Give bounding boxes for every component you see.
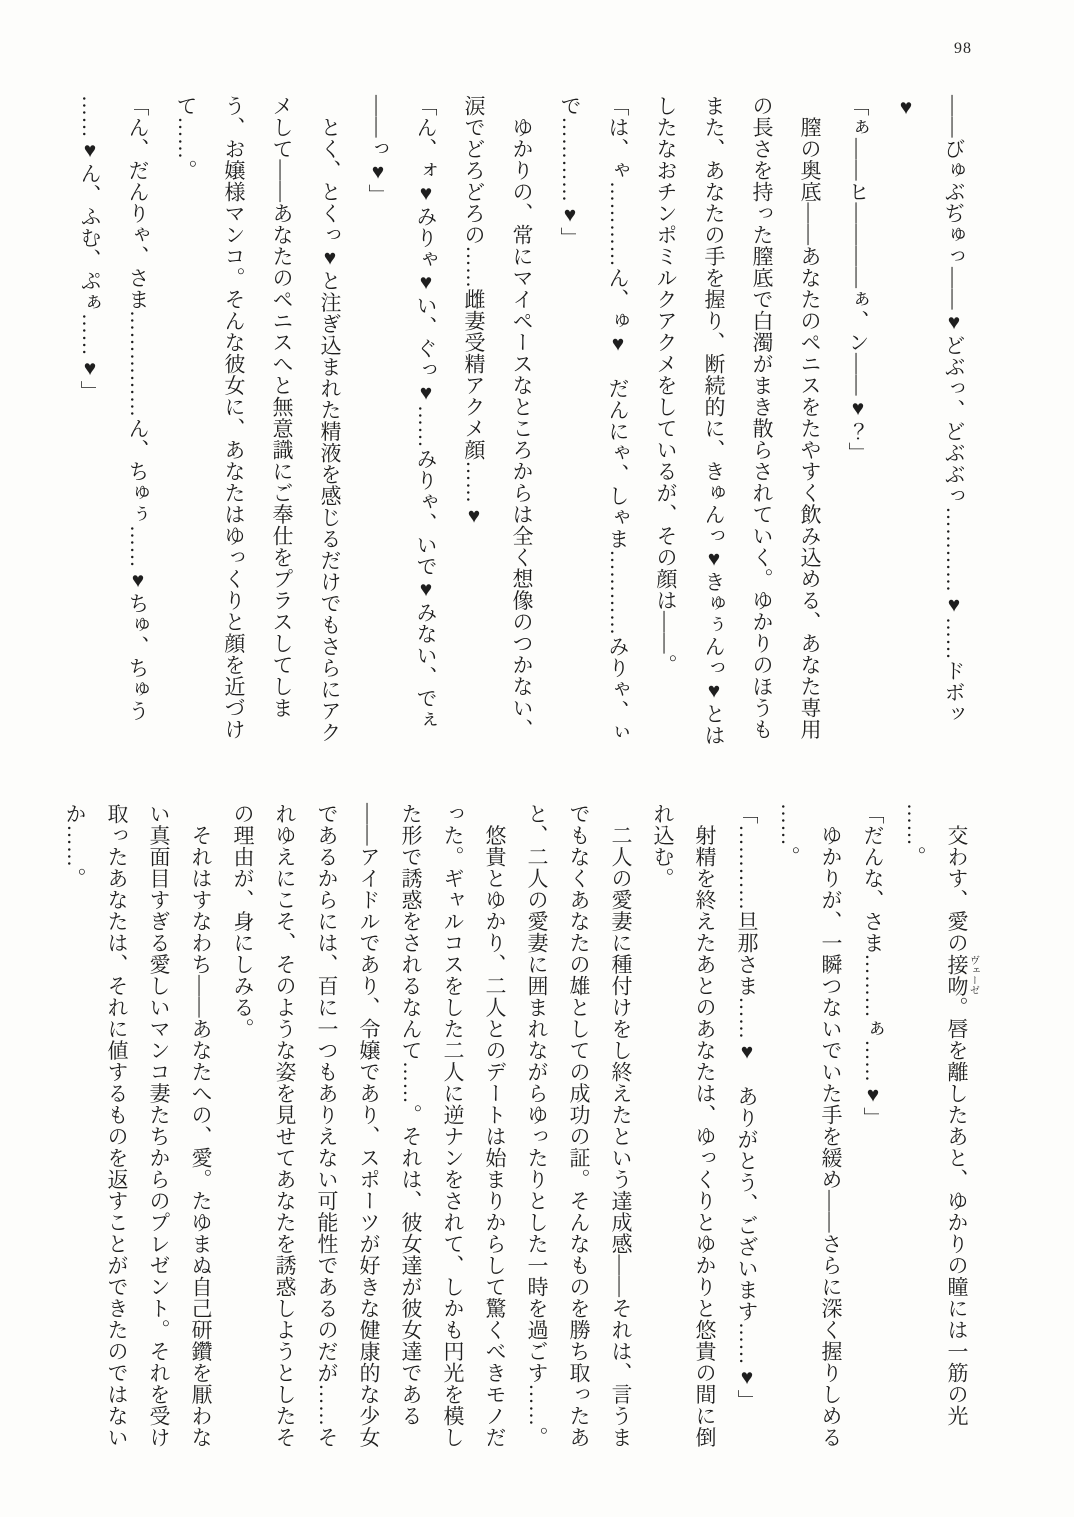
- text-line: 「だんな、さま………ぁ……♥」: [861, 803, 885, 1129]
- text-line: 「ん、ォ♥みりゃ♥い、ぐっ♥……みりゃ、いで♥みない、でぇ: [414, 95, 438, 731]
- text-line: と、二人の愛妻に囲まれながらゆったりとした一時を過ごす……。: [525, 803, 549, 1448]
- page-number: 98: [954, 40, 972, 57]
- bottom-text-block: [54, 803, 978, 1465]
- text-line: ゆかりが、一瞬つないでいた手を緩め——さらに深く握りしめる: [819, 803, 843, 1448]
- top-text-block: [66, 95, 978, 746]
- text-line: それはすなわち——あなたへの、愛。たゆまぬ自己研鑽を厭わな: [189, 803, 213, 1448]
- text-line: ……。: [777, 803, 801, 868]
- text-line: い真面目すぎる愛しいマンコ妻たちからのプレゼント。それを受け: [147, 803, 171, 1448]
- text-line: て……。: [174, 95, 198, 181]
- text-line: れ込む。: [651, 803, 675, 889]
- text-line: ……。: [903, 803, 927, 868]
- text-line: ゆかりの、常にマイペースなところからは全く想像のつかない、: [510, 95, 534, 740]
- ruby-annotated-word: 接吻ヴェーゼ: [945, 953, 979, 997]
- text-line: 「ん、だんりゃ、さま……………ん、ちゅぅ……♥ちゅ、ちゅう: [126, 95, 150, 722]
- text-line: であるからには、百に一つもありえない可能性であるのだが……そ: [315, 803, 339, 1448]
- text-line: った。ギャルコスをした二人に逆ナンをされて、しかも円光を模し: [441, 803, 465, 1448]
- text-line: 膣の奥底——あなたのペニスをたやすく飲み込める、あなた専用: [798, 95, 822, 740]
- text-line: か……。: [63, 803, 87, 889]
- text-line: 二人の愛妻に種付けをし終えたという達成感——それは、言うま: [609, 803, 633, 1448]
- text-line: したなおチンポミルクアクメをしているが、その顔は——。: [654, 95, 678, 676]
- text-line: 「は、ゃ…………ん、ゅ♥ だんにゃ、しゃま…………みりゃ、ぃ: [606, 95, 630, 743]
- text-line: 取ったあなたは、それに値するものを返すことができたのではない: [105, 803, 129, 1448]
- text-line: 射精を終えたあとのあなたは、ゆっくりとゆかりと悠貴の間に倒: [693, 803, 717, 1448]
- text-line: 「…………旦那さま……♥ ありがとう、ございます……♥」: [735, 803, 759, 1411]
- text-line: 悠貴とゆかり、二人とのデートは始まりからして驚くべきモノだ: [483, 803, 507, 1448]
- text-line: う、お嬢様マンコ。そんな彼女に、あなたはゆっくりと顔を近づけ: [222, 95, 246, 740]
- text-line: た形で誘惑をされるなんて……。それは、彼女達が彼女達である: [399, 803, 423, 1427]
- text-line: 交わす、愛の接吻ヴェーゼ。唇を離したあと、ゆかりの瞳には一筋の光: [945, 803, 979, 1427]
- text-line: の理由が、身にしみる。: [231, 803, 255, 1040]
- text-line: ——アイドルであり、令嬢であり、スポーツが好きな健康的な少女: [357, 803, 381, 1448]
- text-line: でもなくあなたの雄としての成功の証。そんなものを勝ち取ったあ: [567, 803, 591, 1448]
- text-line: れゆえにこそ、そのような姿を見せてあなたを誘惑しようとしたそ: [273, 803, 297, 1448]
- text-line: ——びゅぶぢゅっ——♥どぶっ、どぶぶっ…………♥……ドボッ: [942, 95, 966, 725]
- text-line: ……♥ん、ふむ、ぷぁ……♥」: [78, 95, 102, 402]
- text-line: ——っ♥」: [366, 95, 390, 206]
- text-line: とく、とくっ♥と注ぎ込まれた精液を感じるだけでもさらにアク: [318, 95, 342, 743]
- text-line: メして——あなたのペニスへと無意識にご奉仕をプラスしてしま: [270, 95, 294, 719]
- text-line: ♥: [894, 95, 918, 120]
- text-line: また、あなたの手を握り、断続的に、きゅんっ♥きゅぅんっ♥とは: [702, 95, 726, 746]
- text-line: で…………♥」: [558, 95, 582, 249]
- text-line: 涙でどろどろの……雌妻受精アクメ顔……♥: [462, 95, 486, 528]
- text-line: 「ぁ——ヒ————ぁ、ン——♥？」: [846, 95, 870, 464]
- text-line: の長さを持った膣底で白濁がまき散らされていく。ゆかりのほうも: [750, 95, 774, 740]
